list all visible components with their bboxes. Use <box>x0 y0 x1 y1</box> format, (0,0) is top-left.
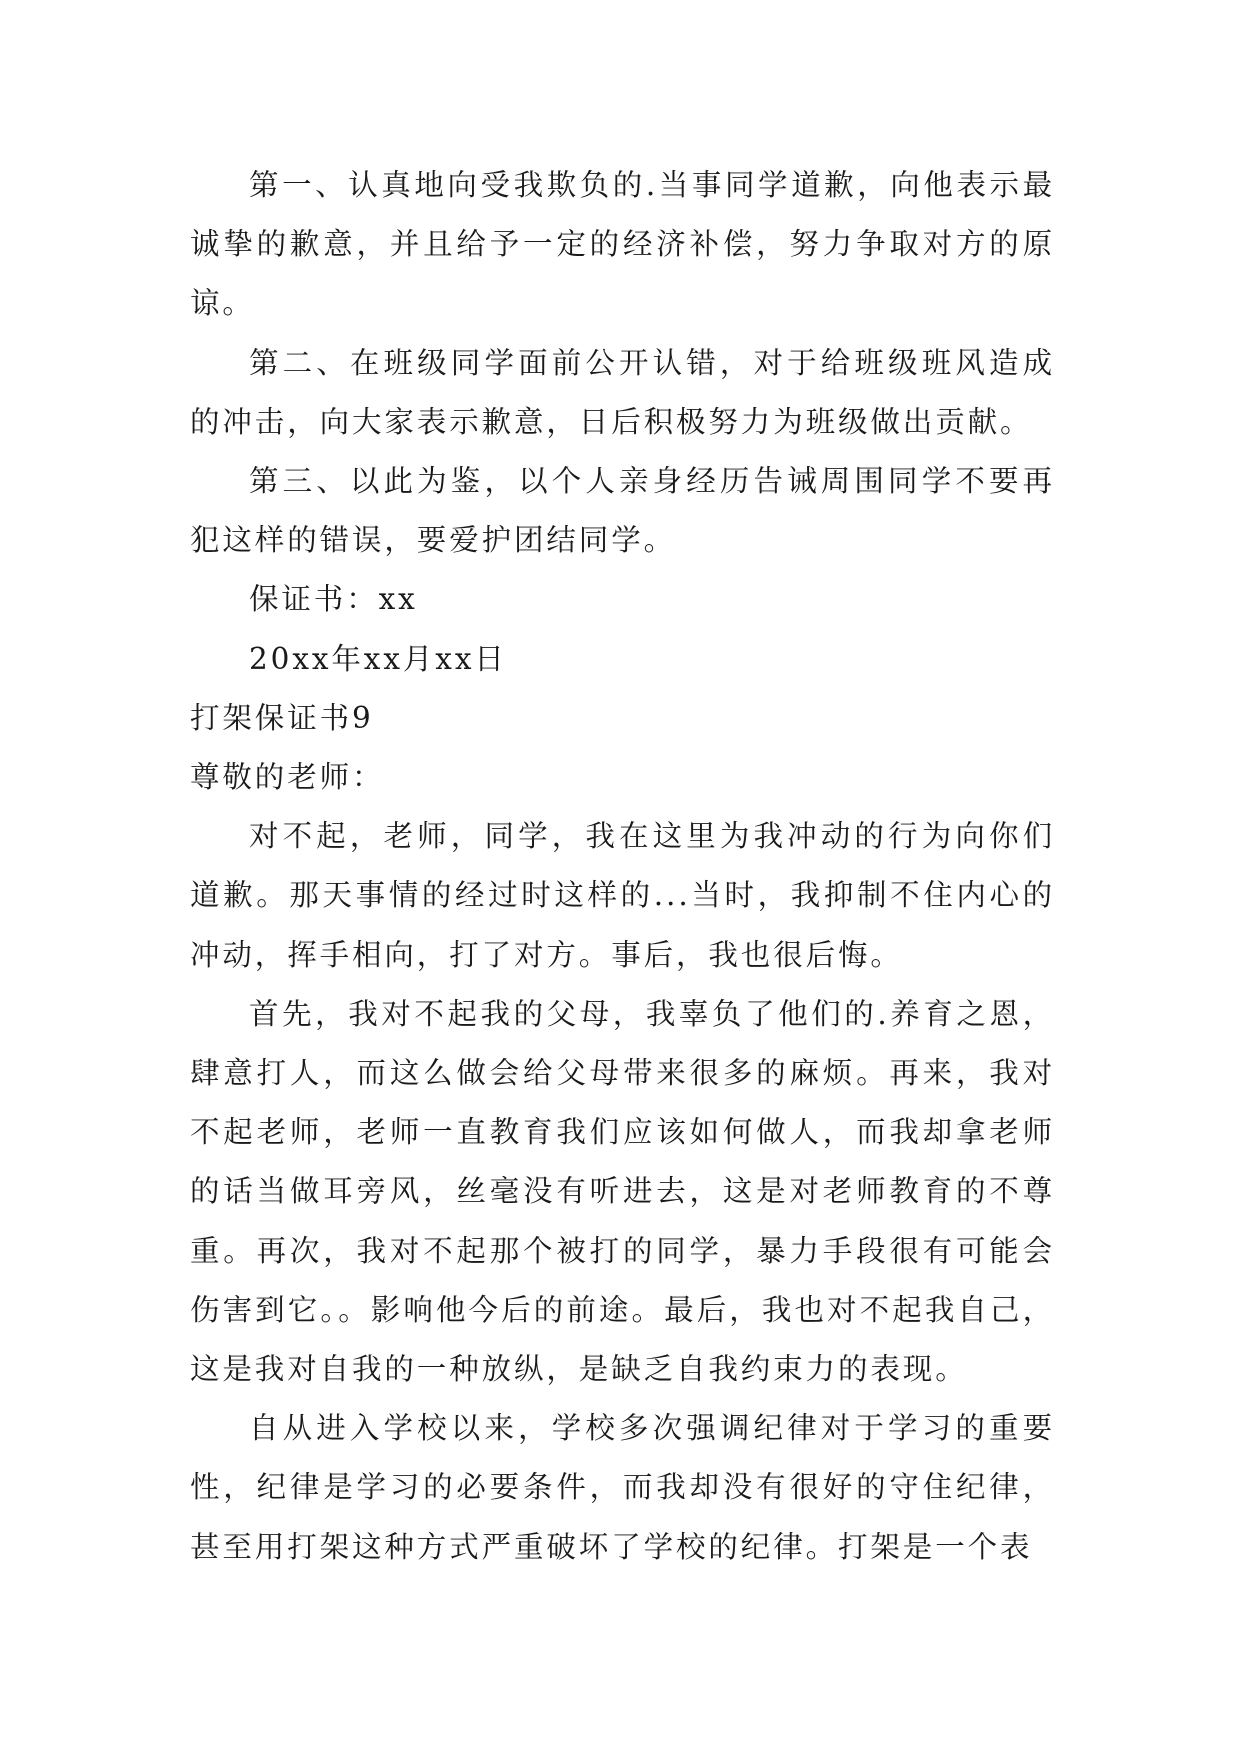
salutation: 尊敬的老师： <box>190 760 385 795</box>
paragraph-first-commitment: 第一、认真地向受我欺负的.当事同学道歉，向他表示最诚挚的歉意，并且给予一定的经济补偿，努力争取对方的原谅。 <box>190 168 1055 321</box>
paragraph-reflection: 首先，我对不起我的父母，我辜负了他们的.养育之恩，肆意打人，而这么做会给父母带来很多的麻烦。再来，我对不起老师，老师一直教育我们应该如何做人，而我却拿老师的话当做耳旁风，丝毫没有听进去，这是对老师教育的不尊重。再次，我对不起那个被打的同学，暴力手段很有可能会伤害到它。。影响他今后的前途。最后，我也对不起我自己，这是我对自我的一种放纵，是缺乏自我约束力的表现。 <box>190 996 1055 1387</box>
paragraph-apology: 对不起，老师，同学，我在这里为我冲动的行为向你们道歉。那天事情的经过时这样的...当时，我抑制不住内心的冲动，挥手相向，打了对方。事后，我也很后悔。 <box>190 819 1055 972</box>
section-title: 打架保证书9 <box>190 700 374 735</box>
document-body <box>190 156 1055 1577</box>
paragraph-second-commitment: 第二、在班级同学面前公开认错，对于给班级班风造成的冲击，向大家表示歉意，日后积极努力为班级做出贡献。 <box>190 345 1055 439</box>
signature-line: 保证书：xx <box>249 582 418 617</box>
date-line: 20xx年xx月xx日 <box>249 641 507 676</box>
paragraph-third-commitment: 第三、以此为鉴，以个人亲身经历告诫周围同学不要再犯这样的错误，要爱护团结同学。 <box>190 464 1055 558</box>
paragraph-discipline: 自从进入学校以来，学校多次强调纪律对于学习的重要性，纪律是学习的必要条件，而我却没有很好的守住纪律，甚至用打架这种方式严重破坏了学校的纪律。打架是一个表 <box>190 1411 1055 1564</box>
